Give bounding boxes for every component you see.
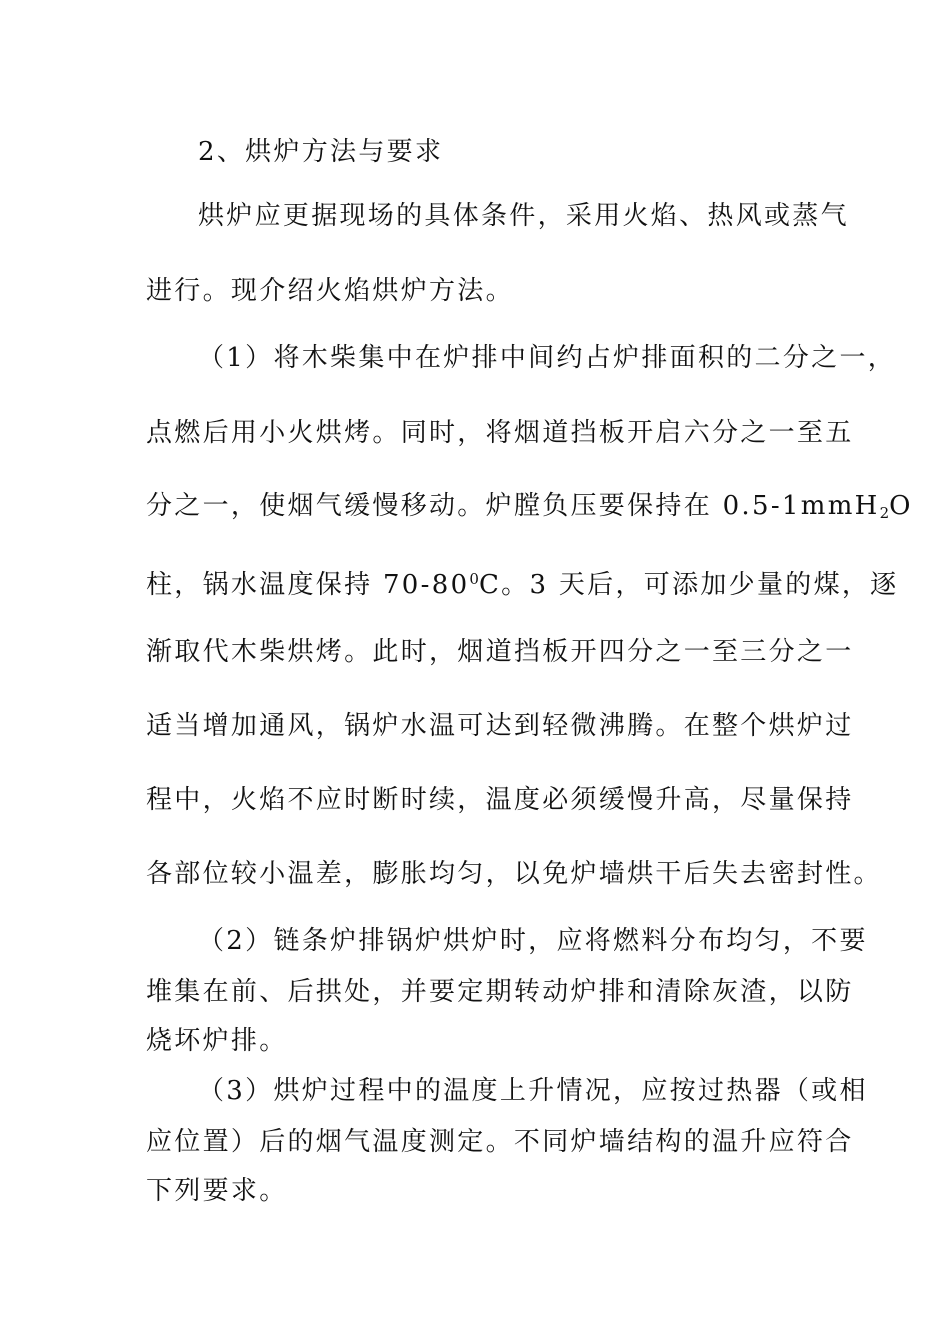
item1-line-7: 程中，火焰不应时断时续，温度必须缓慢升高，尽量保持 (146, 785, 854, 815)
item1-line-3 (146, 490, 913, 529)
item1-line-2: 点燃后用小火烘烤。同时，将烟道挡板开启六分之一至五 (146, 418, 854, 448)
superscript-0: 0 (469, 570, 479, 588)
item1-line-4-text: 柱，锅水温度保持 70-80 (146, 570, 470, 600)
item1-line-1: （1）将木柴集中在炉排中间约占炉排面积的二分之一， (198, 343, 897, 373)
item3-line-2: 应位置）后的烟气温度测定。不同炉墙结构的温升应符合 (146, 1127, 854, 1157)
item2-line-2: 堆集在前、后拱处，并要定期转动炉排和清除灰渣，以防 (146, 977, 854, 1007)
item2-line-1: （2）链条炉排锅炉烘炉时，应将燃料分布均匀，不要 (198, 926, 868, 956)
section-heading: 2、烘炉方法与要求 (198, 137, 444, 167)
intro-paragraph-line-2: 进行。现介绍火焰烘炉方法。 (146, 276, 514, 306)
item3-line-1: （3）烘炉过程中的温度上升情况，应按过热器（或相 (198, 1076, 868, 1106)
item1-line-5: 渐取代木柴烘烤。此时，烟道挡板开四分之一至三分之一 (146, 637, 854, 667)
item1-line-8: 各部位较小温差，膨胀均匀，以免炉墙烘干后失去密封性。 (146, 859, 882, 889)
item1-line-3-text: 分之一，使烟气缓慢移动。炉膛负压要保持在 0.5-1mmH (146, 491, 880, 521)
item1-line-3-tail: O (889, 491, 913, 521)
item1-line-6: 适当增加通风，锅炉水温可达到轻微沸腾。在整个烘炉过 (146, 711, 854, 741)
item3-line-3: 下列要求。 (146, 1176, 288, 1206)
item2-line-3: 烧坏炉排。 (146, 1026, 288, 1056)
subscript-2: 2 (879, 504, 890, 522)
intro-paragraph-line-1: 烘炉应更据现场的具体条件，采用火焰、热风或蒸气 (198, 201, 849, 231)
item1-line-4-tail: C。3 天后，可添加少量的煤，逐 (478, 570, 899, 600)
item1-line-4 (146, 563, 898, 601)
